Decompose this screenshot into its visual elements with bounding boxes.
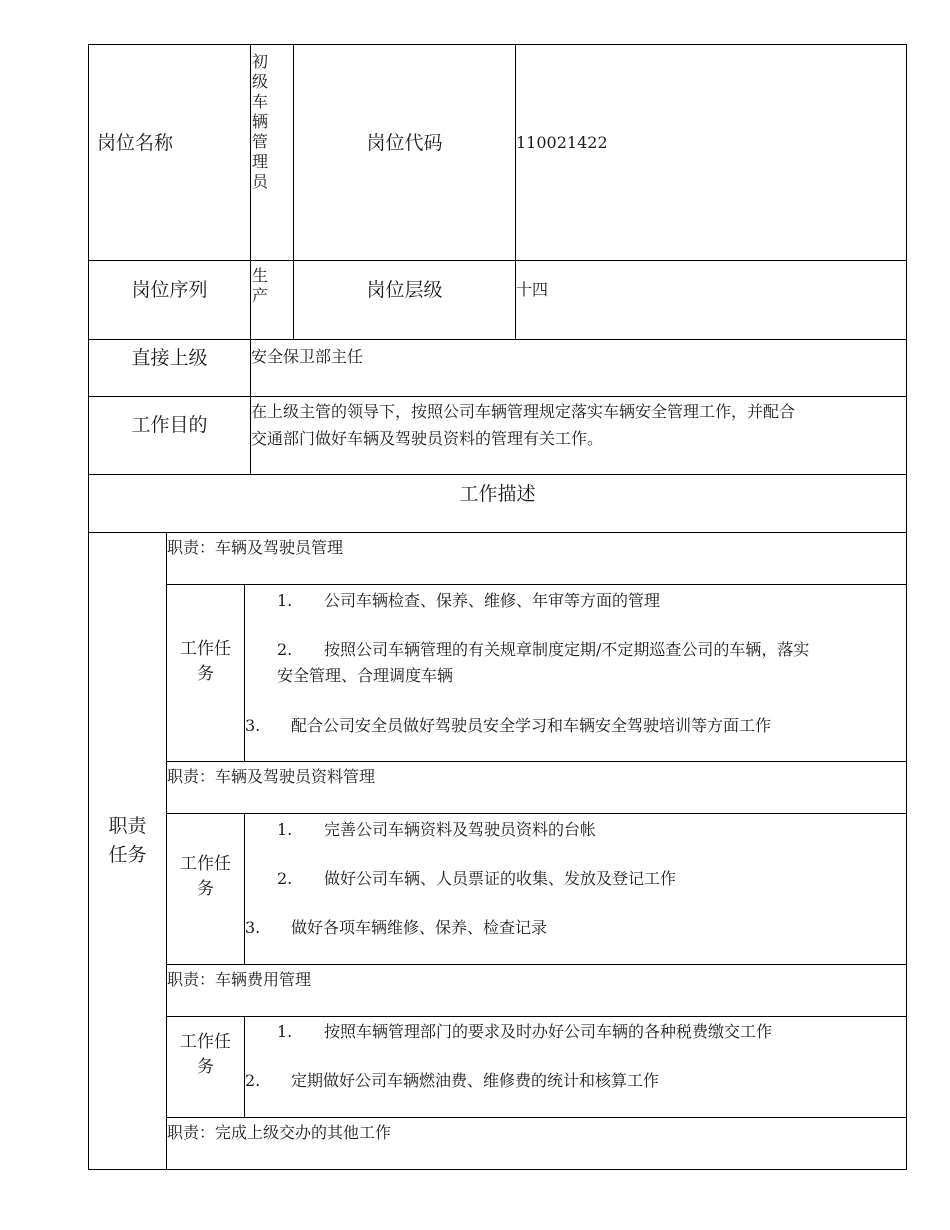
row-divider: [166, 813, 907, 814]
table-border-bottom: [88, 1169, 907, 1170]
task-label-line1: 工作任: [180, 854, 231, 874]
row-divider: [166, 964, 907, 965]
task-label-line2: 务: [197, 664, 214, 684]
superior-label: 直接上级: [131, 347, 208, 369]
position-code-label: 岗位代码: [366, 132, 443, 154]
position-code-value: 110021422: [516, 133, 608, 152]
table-border-left: [88, 44, 89, 1170]
position-sequence-label: 岗位序列: [131, 279, 208, 301]
task-number: 1.: [277, 820, 293, 839]
duty-title: 职责：车辆费用管理: [167, 970, 312, 989]
table-border-right: [906, 44, 907, 1170]
task-text: 公司车辆检查、保养、维修、年审等方面的管理: [324, 591, 661, 610]
position-sequence-value: 生产: [251, 266, 268, 305]
duties-label: [89, 812, 166, 870]
task-text: 按照车辆管理部门的要求及时办好公司车辆的各种税费缴交工作: [324, 1022, 773, 1041]
task-label-line2: 务: [197, 879, 214, 899]
position-name-label: 岗位名称: [97, 132, 174, 154]
description-title: 工作描述: [459, 483, 536, 505]
duties-label-line2: 任务: [108, 844, 147, 866]
task-label: [167, 1030, 244, 1080]
position-name-value: 初级车辆管理员: [251, 52, 268, 191]
task-text: 做好各项车辆维修、保养、检查记录: [291, 918, 548, 937]
column-divider: [244, 1016, 245, 1118]
task-text: 配合公司安全员做好驾驶员安全学习和车辆安全驾驶培训等方面工作: [291, 716, 772, 735]
position-level-label: 岗位层级: [366, 279, 443, 301]
duty-title: 职责：完成上级交办的其他工作: [167, 1123, 392, 1142]
row-divider: [88, 339, 907, 340]
row-divider: [166, 1117, 907, 1118]
row-divider: [88, 396, 907, 397]
row-divider: [166, 761, 907, 762]
column-divider: [244, 813, 245, 965]
purpose-value-line1: 在上级主管的领导下，按照公司车辆管理规定落实车辆安全管理工作，并配合: [251, 402, 796, 421]
row-divider: [88, 532, 907, 533]
row-divider: [166, 584, 907, 585]
task-text: 定期做好公司车辆燃油费、维修费的统计和核算工作: [291, 1071, 660, 1090]
task-number: 3.: [245, 716, 261, 735]
task-text: 做好公司车辆、人员票证的收集、发放及登记工作: [324, 869, 677, 888]
task-number: 2.: [277, 640, 293, 659]
row-divider: [88, 260, 907, 261]
row-divider: [88, 474, 907, 475]
task-number: 1.: [277, 591, 293, 610]
task-number: 3.: [245, 918, 261, 937]
task-number: 2.: [245, 1071, 261, 1090]
task-text-continued: 安全管理、合理调度车辆: [277, 666, 454, 685]
purpose-label: 工作目的: [131, 414, 208, 436]
task-text: 按照公司车辆管理的有关规章制度定期/不定期巡查公司的车辆，落实: [324, 640, 810, 659]
table-border-top: [88, 44, 907, 45]
duty-title: 职责：车辆及驾驶员管理: [167, 538, 344, 557]
task-label-line1: 工作任: [180, 1032, 231, 1052]
duties-label-line1: 职责: [108, 815, 147, 837]
duty-title: 职责：车辆及驾驶员资料管理: [167, 767, 376, 786]
purpose-value-line2: 交通部门做好车辆及驾驶员资料的管理有关工作。: [251, 429, 604, 448]
position-level-value: 十四: [516, 280, 549, 299]
task-label: [167, 852, 244, 902]
task-label: [167, 637, 244, 687]
task-number: 2.: [277, 869, 293, 888]
superior-value: 安全保卫部主任: [251, 347, 364, 366]
task-label-line2: 务: [197, 1057, 214, 1077]
task-text: 完善公司车辆资料及驾驶员资料的台帐: [324, 820, 597, 839]
task-label-line1: 工作任: [180, 639, 231, 659]
row-divider: [166, 1016, 907, 1017]
task-number: 1.: [277, 1022, 293, 1041]
